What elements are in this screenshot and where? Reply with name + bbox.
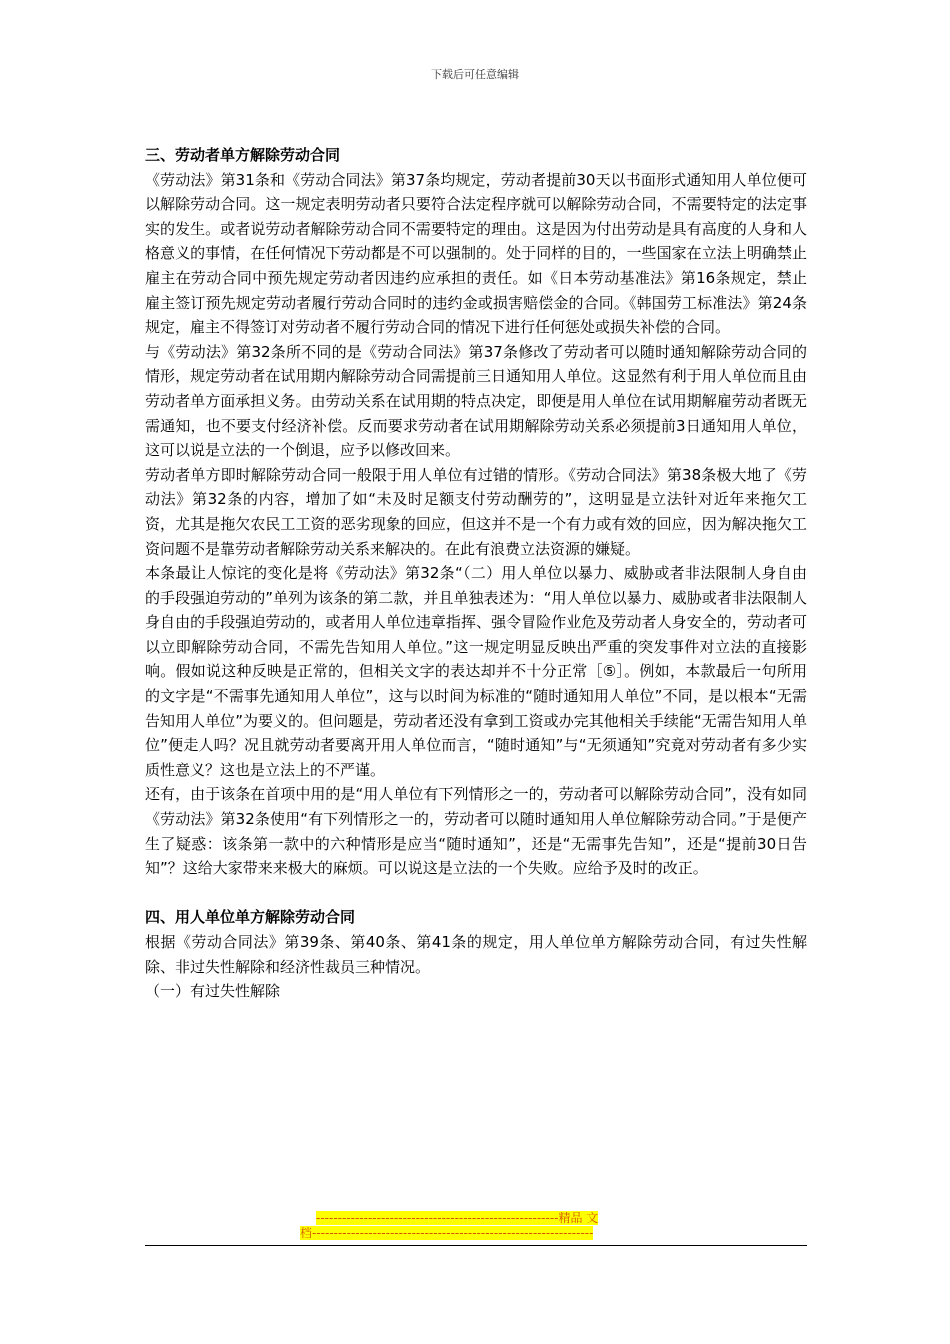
paragraph-spacer <box>145 881 807 906</box>
section-3-title: 三、劳动者单方解除劳动合同 <box>145 146 341 164</box>
footer-rule <box>145 1245 807 1246</box>
section-3-paragraph-4: 本条最让人惊诧的变化是将《劳动法》第32条“（二）用人单位以暴力、威胁或者非法限制人身自由的手段强迫劳动的”单列为该条的第二款，并且单独表述为：“用人单位以暴力、威胁或者非法限制人身自由的手段强迫劳动的，或者用人单位违章指挥、强令冒险作业危及劳动者人身安全的，劳动者可以立即解除劳动合同，不需先告知用人单位。”这一规定明显反映出严重的突发事件对立法的直接影响。假如说这种反映是正常的，但相关文字的表达却并不十分正常［⑤］。例如，本款最后一句所用的文字是“不需事先通知用人单位”，这与以时间为标准的“随时通知用人单位”不同，是以根本“无需告知用人单位”为要义的。但问题是，劳动者还没有拿到工资或办完其他相关手续能“无需告知用人单位”便走人吗？况且就劳动者要离开用人单位而言，“随时通知”与“无须通知”究竟对劳动者有多少实质性意义？这也是立法上的不严谨。 <box>145 564 807 779</box>
footer-line-1: --------------------------------------------------------精品 文 <box>316 1211 599 1225</box>
section-4-subheading: （一）有过失性解除 <box>145 982 281 1001</box>
section-3-paragraph-5: 还有，由于该条在首项中用的是“用人单位有下列情形之一的，劳动者可以解除劳动合同”，没有如同《劳动法》第32条使用“有下列情形之一的，劳动者可以随时通知用人单位解除劳动合同。”于是便产生了疑惑：该条第一款中的六种情形是应当“随时通知”，还是“无需事先告知”，还是“提前30日告知”？这给大家带来来极大的麻烦。可以说这是立法的一个失败。应给予及时的改正。 <box>145 785 807 878</box>
document-body <box>145 143 807 1004</box>
footer-watermark <box>300 1211 652 1241</box>
section-3-paragraph-3: 劳动者单方即时解除劳动合同一般限于用人单位有过错的情形。《劳动合同法》第38条极大地了《劳动法》第32条的内容，增加了如“未及时足额支付劳动酬劳的”，这明显是立法针对近年来拖欠工资，尤其是拖欠农民工工资的恶劣现象的回应，但这并不是一个有力或有效的回应，因为解决拖欠工资问题不是靠劳动者解除劳动关系来解决的。在此有浪费立法资源的嫌疑。 <box>145 465 807 558</box>
footer-line-2: 档----------------------------------------------------------------- <box>300 1226 594 1240</box>
section-4-paragraph-1: 根据《劳动合同法》第39条、第40条、第41条的规定，用人单位单方解除劳动合同，有过失性解除、非过失性解除和经济性裁员三种情况。 <box>145 933 807 976</box>
section-3-paragraph-2: 与《劳动法》第32条所不同的是《劳动合同法》第37条修改了劳动者可以随时通知解除劳动合同的情形，规定劳动者在试用期内解除劳动合同需提前三日通知用人单位。这显然有利于用人单位而且由劳动者单方面承担义务。由劳动关系在试用期的特点决定，即便是用人单位在试用期解雇劳动者既无需通知，也不要支付经济补偿。反而要求劳动者在试用期解除劳动关系必须提前3日通知用人单位，这可以说是立法的一个倒退，应予以修改回来。 <box>145 342 807 460</box>
section-3-paragraph-1: 《劳动法》第31条和《劳动合同法》第37条均规定，劳动者提前30天以书面形式通知用人单位便可以解除劳动合同。这一规定表明劳动者只要符合法定程序就可以解除劳动合同，不需要特定的法定事实的发生。或者说劳动者解除劳动合同不需要特定的理由。这是因为付出劳动是具有高度的人身和人格意义的事情，在任何情况下劳动都是不可以强制的。处于同样的目的，一些国家在立法上明确禁止雇主在劳动合同中预先规定劳动者因违约应承担的责任。如《日本劳动基准法》第16条规定，禁止雇主签订预先规定劳动者履行劳动合同时的违约金或损害赔偿金的合同。《韩国劳工标准法》第24条规定，雇主不得签订对劳动者不履行劳动合同的情况下进行任何惩处或损失补偿的合同。 <box>145 170 807 337</box>
page-header: 下载后可任意编辑 <box>431 68 519 81</box>
section-4-title: 四、用人单位单方解除劳动合同 <box>145 908 356 927</box>
